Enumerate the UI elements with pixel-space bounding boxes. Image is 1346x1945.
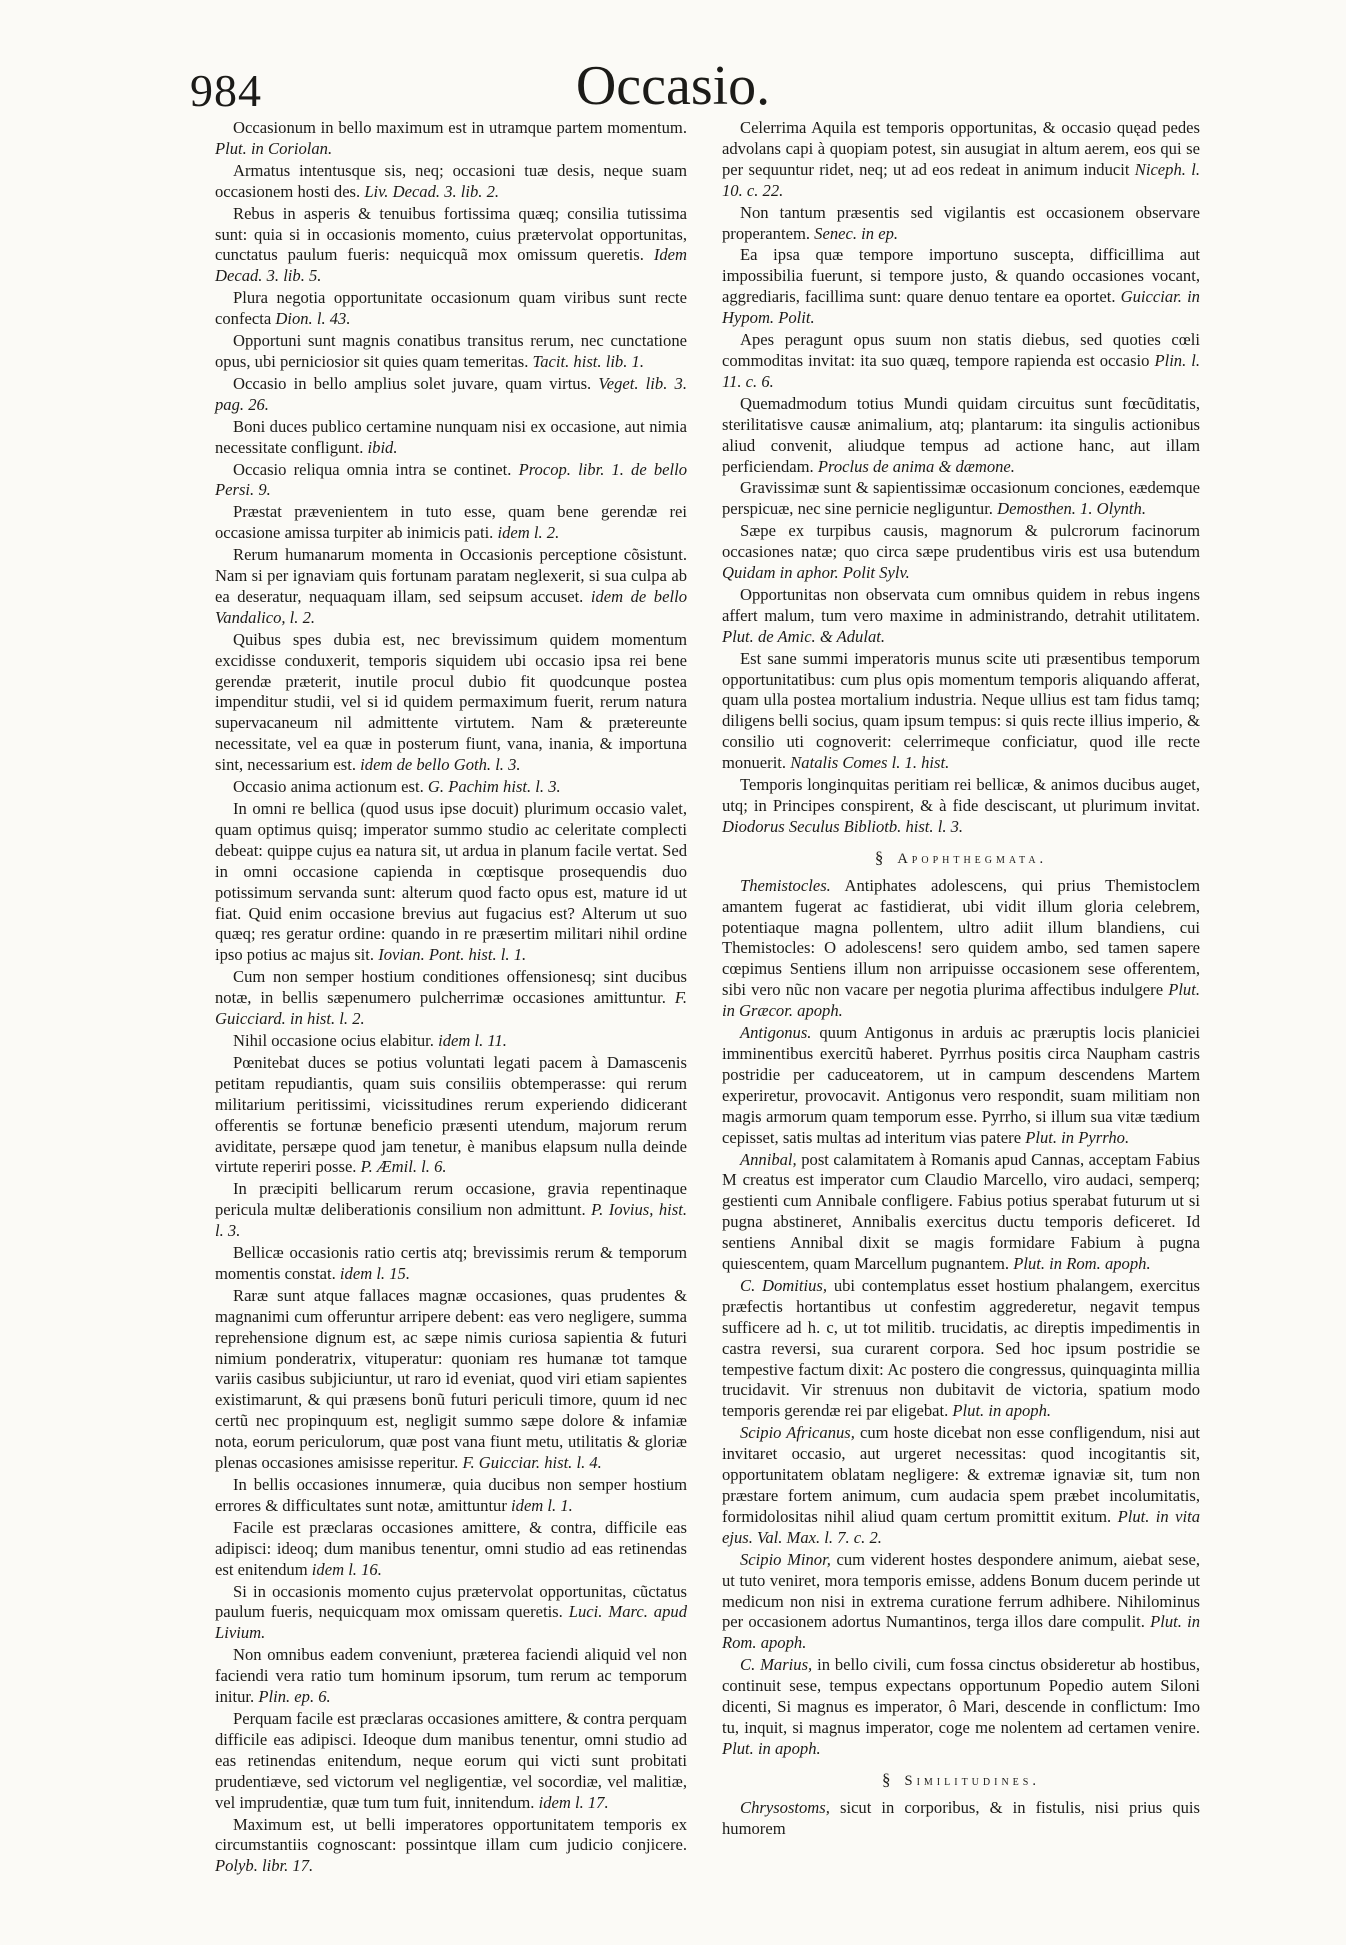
- entry-paragraph: [215, 374, 687, 416]
- entry-paragraph: [215, 460, 687, 502]
- entry-citation: Iovian. Pont. hist. l. 1.: [378, 945, 527, 965]
- entry-paragraph: [722, 649, 1200, 774]
- entry-text: Pœnitebat duces se potius voluntati legati pacem à Damascenis petitam repudiantis, quam suis consiliis obtemperasse: qui rerum militarium peritissimi, vicissitudines rerum experiendo didicerant offerentis se fortunæ beneficio præsenti utendum, majorum rerum aviditate, persæpe quod jam tenetur, è manibus elapsum nulla deinde virtute reperiri posse.: [215, 1052, 687, 1177]
- entry-lead: C. Marius,: [740, 1655, 813, 1675]
- entry-citation: Proclus de anima & dæmone.: [817, 456, 1015, 476]
- entry-text: Occasionum in bello maximum est in utramque partem momentum.: [233, 118, 687, 137]
- entry-citation: Luci. Marc. apud Livium.: [215, 1602, 687, 1643]
- entry-lead: Scipio Africanus,: [740, 1423, 855, 1443]
- entry-text: Opportunitas non observata cum omnibus quidem in rebus ingens affert malum, tum vero maxime in administrando, detrahit utilitatem.: [722, 584, 1200, 625]
- entry-text: Armatus intentusque sis, neq; occasioni tuæ desis, neque suam occasionem hosti des.: [215, 160, 687, 201]
- entry-paragraph: [215, 1031, 687, 1052]
- entry-text: Apes peragunt opus suum non statis diebus, sed quoties cœli commoditas invitat: ita suo quæq, tempore rapienda est occasio: [722, 330, 1200, 370]
- entry-lead: Chrysostoms,: [740, 1797, 830, 1817]
- entry-citation: P. Æmil. l. 6.: [360, 1157, 447, 1177]
- entry-paragraph: [215, 1645, 687, 1708]
- section-title-similitudines: Similitudines.: [904, 1772, 1040, 1789]
- entry-citation: Demosthen. 1. Olynth.: [997, 499, 1146, 519]
- entry-paragraph: [722, 521, 1200, 584]
- entry-text: Celerrima Aquila est temporis opportunitas, & occasio quęad pedes advolans capi à quopiam potest, sin ausugiat in altum aerem, eos qui se per sequuntur ridet, neq; ut ad eos redeat in animum inducit: [722, 118, 1200, 179]
- entry-paragraph: [722, 330, 1200, 393]
- entry-paragraph: [722, 203, 1200, 245]
- apophthegmata-entries: [722, 876, 1200, 1760]
- section-heading-similitudines: [722, 1770, 1200, 1792]
- entry-paragraph: [215, 1475, 687, 1517]
- entry-citation: Plut. in Græcor. apoph.: [722, 980, 1200, 1021]
- entry-citation: Quidam in aphor. Polit Sylv.: [722, 563, 910, 583]
- entry-text: post calamitatem à Romanis apud Cannas, acceptam Fabius M creatus est imperator cum Claudio Marcello, viro audaci, semperq; gestienti cum Annibale confligere. Fabius potius sperabat futurum ut si pugna abstineret, Annibalis exercitus ductu temporis deficeret. Id sentiens Annibal dixit se magis formidare Fabium à pugna quiescentem, quam Marcellum pugnantem.: [722, 1149, 1200, 1274]
- section-mark-icon: §: [882, 1769, 895, 1789]
- entry-citation: Plut. in Coriolan.: [215, 138, 333, 158]
- entry-text: Gravissimæ sunt & sapientissimæ occasionum conciones, eædemque perspicuæ, nec sine pernicie negliguntur.: [722, 478, 1200, 519]
- entry-paragraph: [215, 1179, 687, 1242]
- entry-paragraph: [215, 1815, 687, 1878]
- entry-paragraph: [722, 478, 1200, 520]
- entry-text: Rerum humanarum momenta in Occasionis perceptione cõsistunt. Nam si per ignaviam quis fortunam paratam neglexerit, si sua culpa ab ea deseratur, nequaquam illam, sed seipsum accuset.: [215, 545, 687, 606]
- entry-text: Rebus in asperis & tenuibus fortissima quæq; consilia tutissima sunt: quia si in occasionis momento, cuius prætervolat opportunitas, cunctatus paulum fueris: nequicquã mox omissum queretis.: [215, 203, 687, 265]
- entry-citation: idem l. 2.: [497, 523, 560, 543]
- entry-citation: idem l. 1.: [511, 1495, 573, 1515]
- section-title-apophthegmata: Apophthegmata.: [897, 850, 1048, 867]
- entry-paragraph: [215, 204, 687, 288]
- running-head-title: Occasio.: [575, 55, 771, 117]
- entry-text: In præcipiti bellicarum rerum occasione, gravia repentinaque pericula multæ deliberationis consilium non admittunt.: [215, 1179, 687, 1220]
- entry-text: In omni re bellica (quod usus ipse docuit) plurimum occasio valet, quam optimus quisq; imperator summo studio ac celeritate complecti debeat: quippe cujus ea natura sit, ut ardua in planum facile vertat. Sed in omni occasione capienda in cœptisque prosequendis duo potissimum servanda sunt: alterum quod facto opus est, mature id ut fiat. Quid enim occasione brevius aut fugacius est? Alterum ut suo quæq; res geratur ordine: quando in re præsertim militari nihil ordine ipso potius ac majus sit.: [215, 799, 687, 965]
- entry-citation: Plut. de Amic. & Adulat.: [722, 626, 886, 646]
- entry-citation: Dion. l. 43.: [275, 309, 351, 329]
- entry-text: cum hoste dicebat non esse confligendum, nisi aut invitaret occasio, aut urgeret necessitas: quod incogitantis sit, opportunitatem oblatam negligere: & extremæ ignaviæ sit, tum non præstare fortem animum, cum audacia spem præbet incolumitatis, formidolositas nihil aliud quam certum promittit exitum.: [722, 1423, 1200, 1526]
- entry-citation: Liv. Decad. 3. lib. 2.: [364, 181, 500, 201]
- entry-text: Quibus spes dubia est, nec brevissimum quidem momentum excidisse conduxerit, temporis siquidem ubi occasio ipsa rei bene gerendæ præterit, inutile procul dubio fit quodcunque postea impenditur studii, vel si id quidem permaximum fuerit, rerum natura supervacaneum nil admittente virtutem. Nam & prætereunte necessitate, vel ea quæ in posterum fiunt, vana, inania, & importuna sint, necessarium est.: [215, 629, 687, 775]
- entry-citation: idem l. 15.: [339, 1263, 410, 1283]
- entry-citation: Plut. in Rom. apoph.: [1013, 1254, 1151, 1274]
- entry-text: Occasio reliqua omnia intra se continet.: [233, 459, 512, 479]
- entry-paragraph: [722, 394, 1200, 478]
- entry-text: Cum non semper hostium conditiones offensionesq; sint ducibus notæ, in bellis sæpenumero pulcherrimæ occasiones amittuntur.: [215, 967, 687, 1008]
- entry-paragraph: [215, 417, 687, 459]
- entry-text: Occasio in bello amplius solet juvare, quam virtus.: [233, 373, 592, 393]
- entry-citation: idem de bello Goth. l. 3.: [360, 755, 521, 775]
- entry-text: in bello civili, cum fossa cinctus obsideretur ab hostibus, continuit sese, tempus expectans opportunum Popedio autem Siloni dicenti, Si magnus es imperator, ô Mari, descende in conflictum: Imo tu, inquit, si magnus imperator, coge me nolentem ad certamen venire.: [722, 1655, 1200, 1737]
- entry-citation: Senec. in ep.: [814, 223, 899, 243]
- entry-text: Raræ sunt atque fallaces magnæ occasiones, quas prudentes & magnanimi cum offeruntur arripere debent: eas vero negligere, summa reprehensione dignum est, ac sæpe nimis curiosa sapientia & futuri nimium ponderatrix, vituperatur: quoniam res humanæ tot tamque variis casibus subjiciuntur, ut raro id eveniat, quod viri etiam sapientes existimarunt, & qui præsens bonũ futuri periculi timore, quum id nec certũ nec propinquum est, negligit summo sæpe dolore & infamiæ nota, eorum periculorum, quæ post vana fiunt metu, utilitatis & gloriæ plenas occasiones amisisse reperitur.: [215, 1285, 687, 1473]
- entry-paragraph: [215, 630, 687, 776]
- entry-text: Perquam facile est præclaras occasiones amittere, & contra perquam difficile eas adipisci. Ideoque dum manibus tenentur, omni studio ad eas retinendas enitendum, neque eorum qui victi sunt probitati prudentiævе, sed victorum vel negligentiæ, vel socordiæ, vel malitiæ, vel imprudentiæ, quæ tum tum fuit, innitendum.: [215, 1708, 687, 1812]
- entry-text: Antiphates adolescens, qui prius Themistoclem amantem fugerat ac fastidierat, ubi vidit illum gloria celebrem, potentiaque magna pollentem, ultro adiit illum blandiens, cui Themistocles: O adolescens! sero quidem ambo, sed tamen sapere cœpimus Sentiens illum non arripuisse occasionem sese offerentem, sibi vero nũc non vacare per negotia plurima affectibus indulgere: [722, 875, 1201, 1000]
- entry-paragraph: [215, 545, 687, 629]
- entry-citation: Diodorus Seculus Bibliotb. hist. l. 3.: [722, 816, 964, 836]
- right-column-entries: [722, 118, 1200, 838]
- entry-text: Præstat prævenientem in tuto esse, quam bene gerendæ rei occasione amissa turpiter ab inimicis pati.: [215, 502, 687, 543]
- entry-citation: idem l. 11.: [438, 1030, 507, 1050]
- entry-paragraph: [215, 118, 687, 160]
- entry-citation: F. Guicciar. hist. l. 4.: [462, 1453, 602, 1473]
- entry-paragraph: [215, 161, 687, 203]
- entry-paragraph: [722, 585, 1200, 648]
- entry-paragraph: [215, 331, 687, 373]
- entry-paragraph: [722, 1655, 1200, 1760]
- entry-text: ubi contemplatus esset hostium phalangem, exercitus præfectis hortantibus ut confestim aggrederetur, negavit tempus sufficere ad h. c, ut tot militib. trucidatis, ac direptis impedimentis in castra reversi, sua curarent corpora. Sed hoc ipsum postridie se tempestive factum dixit: Ac postero die congressus, quinquaginta millia trucidavit. Vir strenuus non dubitavit de victoria, spatium modo temporis gerendæ rei par eligebat.: [722, 1275, 1201, 1421]
- entry-citation: Tacit. hist. lib. 1.: [532, 351, 644, 371]
- entry-citation: Guicciar. in Hypom. Polit.: [722, 287, 1200, 328]
- entry-text: sicut in corporibus, & in fistulis, nisi prius quis humorem: [722, 1797, 1200, 1838]
- entry-paragraph: [215, 1053, 687, 1178]
- entry-paragraph: [722, 1023, 1200, 1148]
- entry-text: Boni duces publico certamine nunquam nisi ex occasione, aut nimia necessitate confligunt.: [215, 416, 687, 457]
- entry-text: Plura negotia opportunitate occasionum quam viribus sunt recte confecta: [215, 288, 687, 329]
- entry-citation: Procop. libr. 1. de bello Persi. 9.: [215, 459, 687, 500]
- similitudines-entries: [722, 1798, 1200, 1840]
- page-number: 984: [190, 65, 262, 116]
- entry-citation: Polyb. libr. 17.: [215, 1856, 314, 1876]
- entry-paragraph: [215, 777, 687, 798]
- entry-text: Est sane summi imperatoris munus scite uti præsentibus temporum opportunitatibus: cum plus opis momentum temporis aliquando afferat, quam ulla postea mortalium industria. Neque ullius est tam fidus tamq; diligens belli socius, quam ipsum tempus: si quis recte illius imperio, & consilio uti cognoverit: celerrimeque conficiatur, quod ille recte monuerit.: [722, 648, 1200, 773]
- entry-lead: C. Domitius,: [740, 1275, 828, 1295]
- entry-paragraph: [215, 1518, 687, 1581]
- entry-citation: Natalis Comes l. 1. hist.: [790, 753, 950, 773]
- entry-citation: idem l. 17.: [538, 1792, 609, 1812]
- right-column: [722, 118, 1200, 1841]
- entry-text: Sæpe ex turpibus causis, magnorum & pulcrorum facinorum occasiones natæ; quo circa sæpe prudentibus viris est usa butendum: [722, 521, 1200, 562]
- entry-paragraph: [215, 799, 687, 966]
- section-mark-icon: §: [874, 847, 888, 867]
- entry-paragraph: [215, 1582, 687, 1645]
- entry-paragraph: [215, 1286, 687, 1474]
- entry-paragraph: [722, 775, 1200, 838]
- entry-citation: Idem Decad. 3. lib. 5.: [215, 245, 687, 286]
- entry-text: In bellis occasiones innumeræ, quia ducibus non semper hostium errores & difficultates sunt notæ, amittuntur: [215, 1475, 687, 1515]
- entry-text: Quemadmodum totius Mundi quidam circuitus sunt fœcũditatis, sterilitatisve causæ animalium, atq; plantarum: ita singulis actionibus aliud convenit, aliudque tempus ad actione hanc, aut illam perficiendam.: [722, 393, 1200, 476]
- entry-lead: Antigonus.: [740, 1023, 812, 1043]
- entry-text: Bellicæ occasionis ratio certis atq; brevissimis rerum & temporum momentis constat.: [215, 1243, 687, 1283]
- entry-paragraph: [722, 1550, 1200, 1655]
- entry-paragraph: [215, 502, 687, 544]
- entry-text: Temporis longinquitas peritiam rei bellicæ, & animos ducibus auget, utq; in Principes conspirent, & à fide desciscant, ut plurimum invitat.: [722, 775, 1200, 815]
- entry-paragraph: [215, 288, 687, 330]
- entry-text: Maximum est, ut belli imperatores opportunitatem temporis ex circumstantiis cognoscant: possintque illam cum judicio conjicere.: [215, 1814, 687, 1855]
- entry-paragraph: [215, 967, 687, 1030]
- entry-paragraph: [722, 1150, 1200, 1275]
- entry-text: Occasio anima actionum est.: [233, 777, 424, 797]
- entry-text: cum viderent hostes despondere animum, aiebat sese, ut tuto veniret, mora temporis emisse, addens Bonum ducem perinde ut medicum non nisi in extrema curatione ferrum adhibere. Nihilominus per occasionem adortus Numantinos, terga illos dare compulit.: [722, 1549, 1200, 1632]
- entry-paragraph: [215, 1243, 687, 1285]
- entry-citation: P. Iovius, hist. l. 3.: [215, 1200, 687, 1241]
- entry-citation: Niceph. l. 10. c. 22.: [722, 159, 1200, 200]
- entry-text: Ea ipsa quæ tempore importuno suscepta, difficillima aut impossibilia fuerunt, si tempore justo, & quando occasiones vocant, aggrediaris, facillima sunt: quare denuo tentare ea oportet.: [722, 245, 1200, 307]
- entry-citation: ibid.: [367, 437, 398, 457]
- entry-text: Facile est præclaras occasiones amittere, & contra, difficile eas adipisci: ideoq; dum manibus tenentur, omni studio ad eas retinendas est enitendum: [215, 1517, 687, 1579]
- entry-lead: Annibal,: [740, 1149, 797, 1169]
- entry-citation: F. Guicciard. in hist. l. 2.: [215, 988, 688, 1029]
- entry-text: Non omnibus eadem conveniunt, præterea faciendi aliquid vel non faciendi vera ratio tum hominum ipsorum, tum rerum ac temporum initur.: [215, 1645, 687, 1707]
- entry-citation: Plut. in Pyrrho.: [1025, 1127, 1130, 1147]
- section-heading-apophthegmata: [722, 848, 1200, 870]
- entry-paragraph: [722, 118, 1200, 202]
- entry-citation: idem de bello Vandalico, l. 2.: [215, 586, 687, 627]
- left-column: [215, 118, 687, 1878]
- entry-paragraph: [722, 245, 1200, 329]
- entry-paragraph: [722, 1798, 1200, 1840]
- entry-citation: Veget. lib. 3. pag. 26.: [215, 373, 687, 414]
- entry-citation: idem l. 16.: [311, 1559, 382, 1579]
- entry-paragraph: [215, 1709, 687, 1814]
- entry-text: quum Antigonus in arduis ac præruptis locis planiciei imminentibus exercitũ haberet. Pyrrhus positis circa Naupham castris postridie per caduceatorem, ut in campum descendens Martem experiretur, provocavit. Antigonus vero respondit, suam militiam non magis armorum quam temporum esse. Pyrrho, si illum sua vitæ tædium cepisset, satis multas ad interitum vias patere: [722, 1023, 1200, 1147]
- entry-citation: Plut. in apoph.: [952, 1401, 1052, 1421]
- entry-citation: Plin. ep. 6.: [258, 1687, 331, 1707]
- entry-paragraph: [722, 876, 1200, 1022]
- entry-citation: G. Pachim hist. l. 3.: [427, 777, 561, 797]
- entry-text: Non tantum præsentis sed vigilantis est occasionem observare properantem.: [722, 202, 1200, 243]
- entry-text: Si in occasionis momento cujus prætervolat opportunitas, cũctatus paulum fueris, nequicquam mox omissam queretis.: [215, 1581, 687, 1622]
- entry-citation: Plut. in Rom. apoph.: [722, 1612, 1200, 1653]
- entry-citation: Plut. in apoph.: [722, 1738, 821, 1758]
- entry-text: Nihil occasione ocius elabitur.: [233, 1030, 434, 1050]
- entry-lead: Scipio Minor,: [740, 1549, 831, 1569]
- entry-citation: Plin. l. 11. c. 6.: [722, 350, 1201, 391]
- entry-lead: Themistocles.: [740, 875, 831, 895]
- entry-citation: Plut. in vita ejus. Val. Max. l. 7. c. 2.: [722, 1506, 1200, 1547]
- entry-paragraph: [722, 1276, 1200, 1422]
- entry-text: Opportuni sunt magnis conatibus transitus rerum, nec cunctatione opus, ubi perniciosior sit quies quam temeritas.: [215, 331, 687, 371]
- entry-paragraph: [722, 1423, 1200, 1548]
